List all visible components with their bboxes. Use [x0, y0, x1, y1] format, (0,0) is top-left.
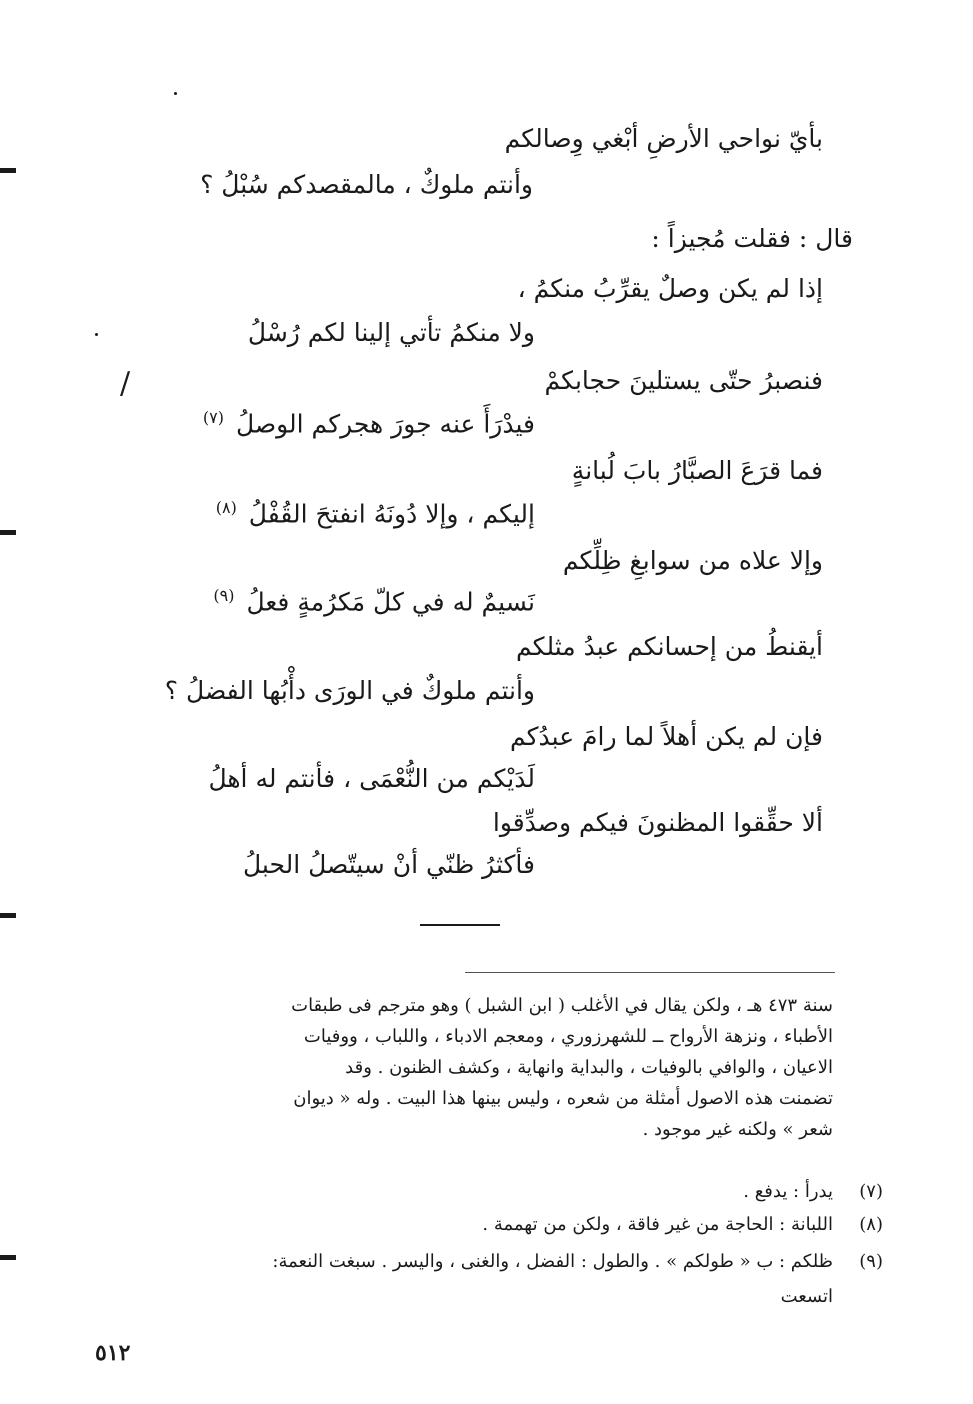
footnote-text: اللبانة : الحاجة من غير فاقة ، ولكن من تهممة .: [482, 1214, 833, 1235]
scan-edge-mark: [0, 168, 16, 173]
footnote-number: (٧): [859, 1181, 883, 1202]
footnote-text: اتسعت: [780, 1286, 833, 1307]
verse-second-hemistich: [203, 408, 535, 439]
footnote-ref: (٩): [213, 586, 235, 605]
footnote-continuation: [90, 990, 833, 1145]
footnote-line: الأطباء ، ونزهة الأرواح ــ للشهرزوري ، ومعجم الادباء ، واللباب ، ووفيات: [303, 1026, 833, 1047]
footnote-ref: (٧): [202, 408, 225, 427]
verse-first-hemistich: بأيّ نواحي الأرضِ أبْغي وِصالكم: [504, 124, 823, 153]
footnote-divider: [465, 972, 835, 973]
verse-first-hemistich: فإن لم يكن أهلاً لما رامَ عبدُكم: [509, 722, 823, 751]
footnote-line: تضمنت هذه الاصول أمثلة من شعره ، وليس بينها هذا البيت . وله « ديوان: [293, 1088, 833, 1109]
scan-edge-mark: [0, 1255, 16, 1260]
verse-first-hemistich: فنصبرُ حتّى يستلينَ حجابكمْ: [544, 366, 823, 395]
verse-second-hemistich: فأكثرُ ظنّي أنْ سيتّصلُ الحبلُ: [242, 850, 535, 879]
footnote-item: [90, 1286, 833, 1307]
verse-second-hemistich: [213, 586, 535, 617]
footnote-text: ظلكم : ب « طولكم » . والطول : الفضل ، والغنى ، واليسر . سبغت النعمة:: [272, 1251, 833, 1272]
verse-text: فيدْرَأَ عنه جورَ هجركم الوصلُ: [235, 409, 535, 439]
verse-second-hemistich: وأنتم ملوكٌ في الورَى دأْبُها الفضلُ ؟: [164, 676, 535, 705]
footnote-line: شعر » ولكنه غير موجود .: [642, 1119, 833, 1140]
footnote-line: سنة ٤٧٣ هـ ، ولكن يقال في الأغلب ( ابن الشبل ) وهو مترجم فى طبقات: [291, 995, 833, 1016]
narration-line: قال : فقلت مُجيزاً :: [651, 224, 853, 253]
footnote-item: [90, 1214, 883, 1235]
scan-speck: [95, 333, 98, 336]
footnote-number: (٨): [859, 1214, 883, 1235]
footnote-number: (٩): [859, 1251, 883, 1272]
verse-first-hemistich: ألا حقِّقوا المظنونَ فيكم وصدِّقوا: [492, 808, 823, 837]
verse-first-hemistich: أيقنطُ من إحسانكم عبدُ مثلكم: [516, 632, 823, 661]
scan-edge-mark: [0, 530, 16, 535]
verse-text: إليكم ، وإلا دُونَهُ انفتحَ القُفْلُ: [248, 499, 535, 529]
footnote-item: [90, 1181, 883, 1202]
slash-mark: /: [120, 366, 131, 401]
verse-second-hemistich: ولا منكمُ تأتي إلينا لكم رُسْلُ: [247, 318, 535, 347]
scan-speck: [174, 92, 177, 95]
footnote-text: يدرأ : يدفع .: [743, 1181, 833, 1202]
footnote-item: [90, 1251, 883, 1272]
verse-first-hemistich: وإلا علاه من سوابغِ ظِلِّكم: [562, 546, 823, 575]
verse-second-hemistich: وأنتم ملوكٌ ، مالمقصدكم سُبْلُ ؟: [200, 170, 533, 199]
section-divider: [420, 924, 500, 926]
verse-text: نَسيمٌ له في كلّ مَكرُمةٍ فعلُ: [246, 587, 535, 617]
footnote-line: الاعيان ، والوافي بالوفيات ، والبداية وانهاية ، وكشف الظنون . وقد: [345, 1057, 833, 1078]
verse-first-hemistich: فما قرَعَ الصبَّارُ بابَ لُبانةٍ: [571, 456, 823, 485]
verse-second-hemistich: [216, 498, 535, 529]
page-number: ٥١٢: [95, 1340, 131, 1366]
footnote-ref: (٨): [215, 498, 237, 517]
scan-edge-mark: [0, 913, 16, 918]
verse-second-hemistich: لَدَيْكم من النُّعْمَى ، فأنتم له أهلُ: [208, 764, 535, 793]
verse-first-hemistich: إذا لم يكن وصلٌ يقرِّبُ منكمُ ،: [517, 274, 823, 303]
